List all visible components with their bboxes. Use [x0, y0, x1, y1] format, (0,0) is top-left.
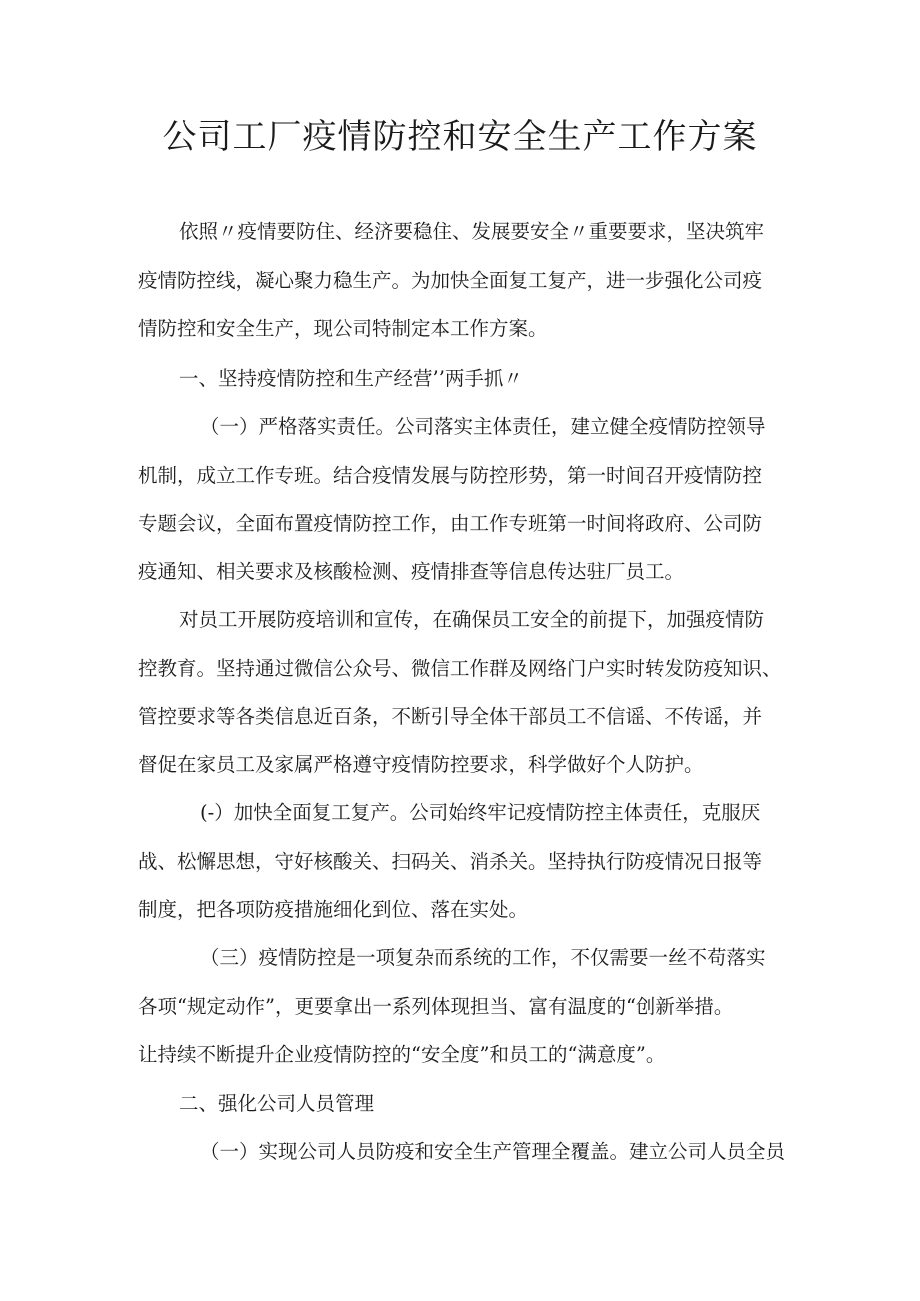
body-line-12: 督促在家员工及家属严格遵守疫情防控要求，科学做好个人防护。: [138, 753, 704, 776]
body-line-1: 依照〃疫情要防住、经济要稳住、发展要安全〃重要要求，坚决筑牢: [179, 220, 765, 243]
body-line-15: 制度，把各项防疫措施细化到位、落在实处。: [138, 898, 529, 921]
body-line-16: （三）疫情防控是一项复杂而系统的工作，不仅需要一丝不苟落实: [200, 946, 766, 969]
body-line-18: 让持续不断提升企业疫情防控的“安全度”和员工的“满意度”。: [138, 1043, 666, 1066]
body-line-6: 机制，成立工作专班。结合疫情发展与防控形势，第一时间召开疫情防控: [138, 464, 763, 487]
body-line-7: 专题会议，全面布置疫情防控工作，由工作专班第一时间将政府、公司防: [138, 512, 763, 535]
body-line-20: （一）实现公司人员防疫和安全生产管理全覆盖。建立公司人员全员: [200, 1140, 786, 1163]
body-line-9: 对员工开展防疫培训和宣传，在确保员工安全的前提下，加强疫情防: [179, 608, 765, 631]
page-title: 公司工厂疫情防控和安全生产工作方案: [162, 117, 758, 157]
section-heading-1: 一、坚持疫情防控和生产经营’’两手抓〃: [179, 367, 523, 390]
body-line-3: 情防控和安全生产，现公司特制定本工作方案。: [138, 317, 548, 340]
body-line-14: 战、松懈思想，守好核酸关、扫码关、消杀关。坚持执行防疫情况日报等: [138, 850, 763, 873]
body-line-8: 疫通知、相关要求及核酸检测、疫情排查等信息传达驻厂员工。: [138, 560, 685, 583]
body-line-2: 疫情防控线，凝心聚力稳生产。为加快全面复工复产，进一步强化公司疫: [138, 269, 763, 292]
body-line-10: 控教育。坚持通过微信公众号、微信工作群及网络门户实时转发防疫知识、: [138, 657, 782, 680]
body-line-5: （一）严格落实责任。公司落实主体责任，建立健全疫情防控领导: [200, 415, 766, 438]
body-line-11: 管控要求等各类信息近百条，不断引导全体干部员工不信谣、不传谣，并: [138, 705, 763, 728]
section-heading-2: 二、强化公司人员管理: [179, 1092, 375, 1115]
body-line-13: (-）加快全面复工复产。公司始终牢记疫情防控主体责任，克服厌: [200, 801, 761, 824]
body-line-17: 各项“规定动作”，更要拿出一系列体现担当、富有温度的“创新举措。: [138, 995, 734, 1018]
